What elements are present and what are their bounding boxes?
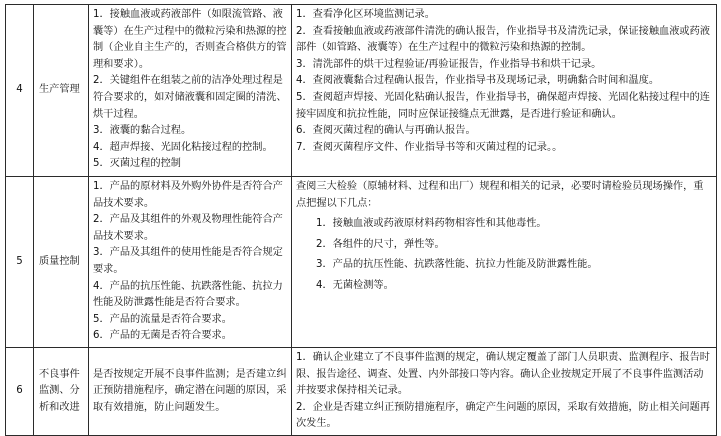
requirement-line: 3．液囊的黏合过程。 [93,125,192,137]
requirement-line: 5．产品的流量是否符合要求。 [93,313,232,325]
requirement-cell [89,177,292,348]
method-cell [292,347,717,435]
item-name: 质量控制 [34,177,89,348]
method-line: 4．查阅液囊黏合过程确认报告，作业指导书及现场记录，明确黏合时间和温度。 [296,75,660,87]
method-cell [292,177,717,348]
requirement-line: 2．关键组件在组装之前的洁净处理过程是符合要求的，如对储液囊和固定圈的清洗、烘干过程。 [93,75,287,120]
method-line: 3．产品的抗压性能、抗跌落性能、抗拉力性能及防泄露性能。 [316,259,598,271]
method-line: 1．接触血液或药液原材料药物相容性和其他毒性。 [316,218,547,230]
requirement-line: 1．接触血液或药液部件（如限流管路、液囊等）在生产过程中的微粒污染和热源的控制（企业自主生产的，否则查合格供方的管理和要求）。 [93,9,287,70]
method-line: 1．查看净化区环境监测记录。 [296,9,435,20]
method-intro: 查阅三大检验（原辅材料、过程和出厂）规程和相关的记录，必要时请检验员现场操作，重点把握以下几点： [296,181,704,209]
table-row [6,347,717,435]
method-line: 2．各组件的尺寸，弹性等。 [316,238,445,250]
method-line: 2．查看接触血液或药液部件清洗的确认报告，作业指导书及清洗记录，保证接触血液或药液部件（如管路、液囊等）在生产过程中的微粒污染和热源的控制。 [296,25,710,54]
item-name: 不良事件监测、分析和改进 [34,347,89,435]
requirement-line: 5．灭菌过程的控制 [93,158,181,170]
inspection-table [5,4,717,436]
table-row [6,177,717,348]
method-cell [292,5,717,177]
table-row [6,5,717,177]
requirement-cell [89,347,292,435]
row-number: 4 [6,5,34,177]
method-line: 1．确认企业建立了不良事件监测的规定，确认规定覆盖了部门人员职责、监测程序、报告时限、报告途径、调查、处置、内外部接口等内容。确认企业按规定开展了不良事件监测活动并按要求保持相关记录。 [296,351,710,397]
row-number: 5 [6,177,34,348]
row-number: 6 [6,347,34,435]
item-name: 生产管理 [34,5,89,177]
method-line: 4．无菌检测等。 [316,279,394,291]
requirement-line: 1．产品的原材料及外购外协件是否符合产品技术要求。 [93,181,283,209]
requirement-cell [89,5,292,177]
requirement-line: 2．产品及其组件的外观及物理性能符合产品技术要求。 [93,214,283,242]
requirement-line: 6．产品的无菌是否符合要求。 [93,330,232,342]
requirement-text: 是否按规定开展不良事件监测；是否建立纠正预防措施程序，确定潜在问题的原因，采取有效措施，防止问题发生。 [93,368,287,413]
method-line: 6．查阅灭菌过程的确认与再确认报告。 [296,125,476,137]
method-line: 2．企业是否建立纠正预防措施程序，确定产生问题的原因，采取有效措施，防止相关问题再次发生。 [296,401,710,430]
requirement-line: 3．产品及其组件的使用性能是否符合规定要求。 [93,247,283,275]
requirement-line: 4．产品的抗压性能、抗跌落性能、抗拉力性能及防泄露性能是否符合要求。 [93,280,283,309]
method-line: 5．查阅超声焊接、光固化粘确认报告，作业指导书，确保超声焊接、光固化粘接过程中的连接牢固度和抗拉性能，同时应保证接缝点无泄露，是否进行验证和确认。 [296,91,710,120]
method-line: 7．查阅灭菌程序文件、作业指导书等和灭菌过程的记录。。 [296,141,563,153]
requirement-line: 4．超声焊接、光固化粘接过程的控制。 [93,141,273,153]
method-line: 3．清洗部件的烘干过程验证/再验证报告，作业指导书和烘干记录。 [296,58,602,70]
